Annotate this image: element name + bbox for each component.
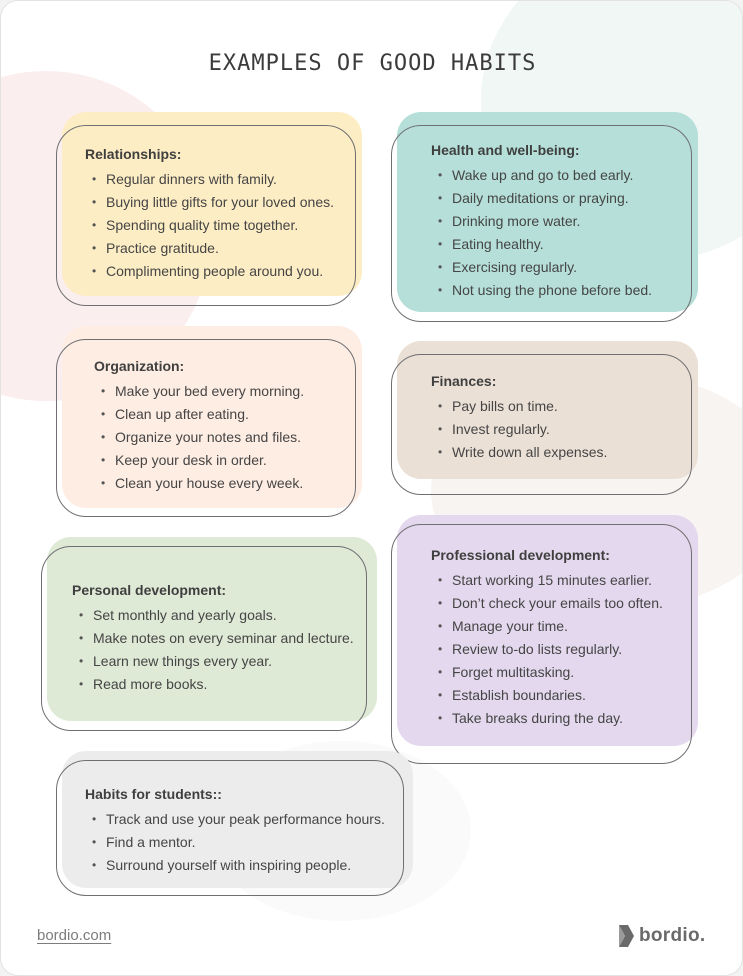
- habit-item: • Clean your house every week.: [94, 472, 304, 495]
- habit-item: • Eating healthy.: [431, 233, 652, 256]
- habit-item: • Drinking more water.: [431, 210, 652, 233]
- habit-item: • Practice gratitude.: [85, 237, 334, 260]
- habit-list: [431, 569, 663, 730]
- habit-item: • Pay bills on time.: [431, 395, 607, 418]
- habit-item: • Organize your notes and files.: [94, 426, 304, 449]
- habit-item: • Complimenting people around you.: [85, 260, 334, 283]
- habit-item: • Set monthly and yearly goals.: [72, 604, 354, 627]
- page-title: EXAMPLES OF GOOD HABITS: [208, 51, 537, 76]
- habit-list: [85, 168, 334, 283]
- habit-item: • Start working 15 minutes earlier.: [431, 569, 663, 592]
- bordio-chevron-icon: [617, 924, 635, 948]
- habit-item: • Buying little gifts for your loved ones.: [85, 191, 334, 214]
- habit-item: • Write down all expenses.: [431, 441, 607, 464]
- habit-item: • Invest regularly.: [431, 418, 607, 441]
- habit-item: • Spending quality time together.: [85, 214, 334, 237]
- card-heading: Habits for students::: [85, 786, 222, 802]
- card-heading: Professional development:: [431, 547, 610, 563]
- habit-item: • Manage your time.: [431, 615, 663, 638]
- habit-item: • Regular dinners with family.: [85, 168, 334, 191]
- habit-item: • Wake up and go to bed early.: [431, 164, 652, 187]
- habit-item: • Clean up after eating.: [94, 403, 304, 426]
- habit-item: • Surround yourself with inspiring people.: [85, 854, 385, 877]
- habit-item: • Keep your desk in order.: [94, 449, 304, 472]
- habit-item: • Make your bed every morning.: [94, 380, 304, 403]
- footer-website-link[interactable]: bordio.com: [37, 927, 112, 944]
- habit-item: • Don’t check your emails too often.: [431, 592, 663, 615]
- habit-list: [431, 164, 652, 302]
- habit-list: [431, 395, 607, 464]
- habit-item: • Forget multitasking.: [431, 661, 663, 684]
- card-heading: Health and well-being:: [431, 142, 580, 158]
- card-heading: Personal development:: [72, 582, 227, 598]
- card-heading: Finances:: [431, 373, 497, 389]
- habit-item: • Find a mentor.: [85, 831, 385, 854]
- habit-item: • Make notes on every seminar and lecture.: [72, 627, 354, 650]
- habit-item: • Exercising regularly.: [431, 256, 652, 279]
- habit-item: • Not using the phone before bed.: [431, 279, 652, 302]
- habit-item: • Learn new things every year.: [72, 650, 354, 673]
- habit-list: [72, 604, 354, 696]
- habit-item: • Establish boundaries.: [431, 684, 663, 707]
- habit-list: [85, 808, 385, 877]
- card-heading: Organization:: [94, 358, 185, 374]
- habit-item: • Track and use your peak performance hours.: [85, 808, 385, 831]
- bordio-logo-text: bordio.: [639, 925, 706, 946]
- habit-item: • Review to-do lists regularly.: [431, 638, 663, 661]
- habit-item: • Read more books.: [72, 673, 354, 696]
- habit-list: [94, 380, 304, 495]
- card-heading: Relationships:: [85, 146, 182, 162]
- bordio-logo: [617, 923, 705, 949]
- habit-item: • Take breaks during the day.: [431, 707, 663, 730]
- habit-item: • Daily meditations or praying.: [431, 187, 652, 210]
